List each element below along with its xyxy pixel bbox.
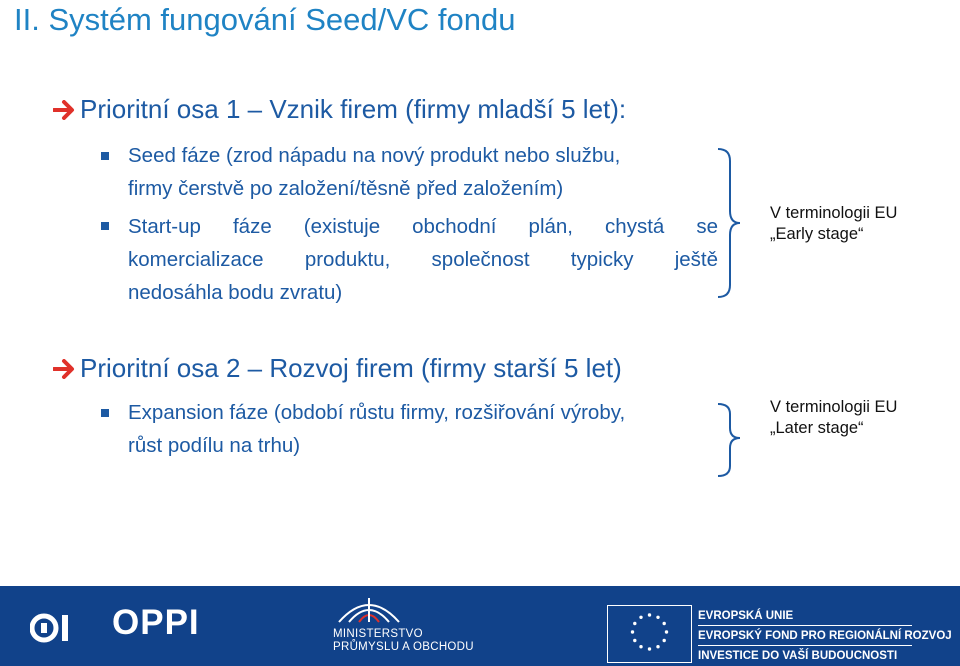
bullet-line: Seed fáze (zrod nápadu na nový produkt nebo službu, — [128, 144, 621, 167]
divider — [698, 645, 912, 646]
ministry-logo-text — [333, 628, 474, 654]
bullet-line: růst podílu na trhu) — [128, 434, 301, 457]
square-bullet-icon — [101, 152, 109, 160]
note-line: V terminologii EU — [770, 398, 898, 416]
square-bullet-icon — [101, 409, 109, 417]
bullet-seed — [128, 139, 620, 205]
eu-logo-text — [698, 608, 952, 664]
eu-term-early — [770, 203, 897, 245]
eu-line: INVESTICE DO VAŠÍ BUDOUCNOSTI — [698, 650, 898, 662]
section-heading-1: Prioritní osa 1 – Vznik firem (firmy mladší 5 let): — [80, 94, 627, 124]
bullet-expansion — [128, 396, 625, 462]
oppi-logo-text: OPPI — [112, 603, 200, 642]
divider — [698, 625, 912, 626]
bullet-line: nedosáhla bodu zvratu) — [128, 281, 343, 304]
bullet-line: firmy čerstvě po založení/těsně před založením) — [128, 177, 564, 200]
ministry-emblem-icon — [333, 594, 405, 624]
eu-term-later — [770, 397, 897, 439]
bullet-line: Start-up fáze (existuje obchodní plán, chystá se — [128, 215, 718, 238]
eu-line: EVROPSKÝ FOND PRO REGIONÁLNÍ ROZVOJ — [698, 630, 952, 642]
section-heading-2: Prioritní osa 2 – Rozvoj firem (firmy starší 5 let) — [80, 353, 622, 383]
eu-line: EVROPSKÁ UNIE — [698, 610, 794, 622]
right-brace-icon — [716, 147, 742, 299]
footer-bar — [0, 586, 960, 666]
bullet-line: komercializace produktu, společnost typicky ještě — [128, 248, 718, 271]
note-line: „Later stage“ — [770, 419, 864, 437]
bullet-startup — [128, 210, 718, 309]
ministry-line: PRŮMYSLU A OBCHODU — [333, 641, 474, 653]
bullet-line: Expansion fáze (období růstu firmy, rozšiřování výroby, — [128, 401, 626, 424]
arrow-right-icon — [53, 359, 75, 379]
note-line: V terminologii EU — [770, 204, 898, 222]
page-title: II. Systém fungování Seed/VC fondu — [14, 2, 516, 37]
square-bullet-icon — [101, 222, 109, 230]
right-brace-icon — [716, 402, 742, 478]
note-line: „Early stage“ — [770, 225, 864, 243]
ministry-line: MINISTERSTVO — [333, 628, 423, 640]
arrow-right-icon — [53, 100, 75, 120]
oppi-logo-icon — [30, 611, 86, 645]
eu-flag-icon — [607, 605, 692, 663]
